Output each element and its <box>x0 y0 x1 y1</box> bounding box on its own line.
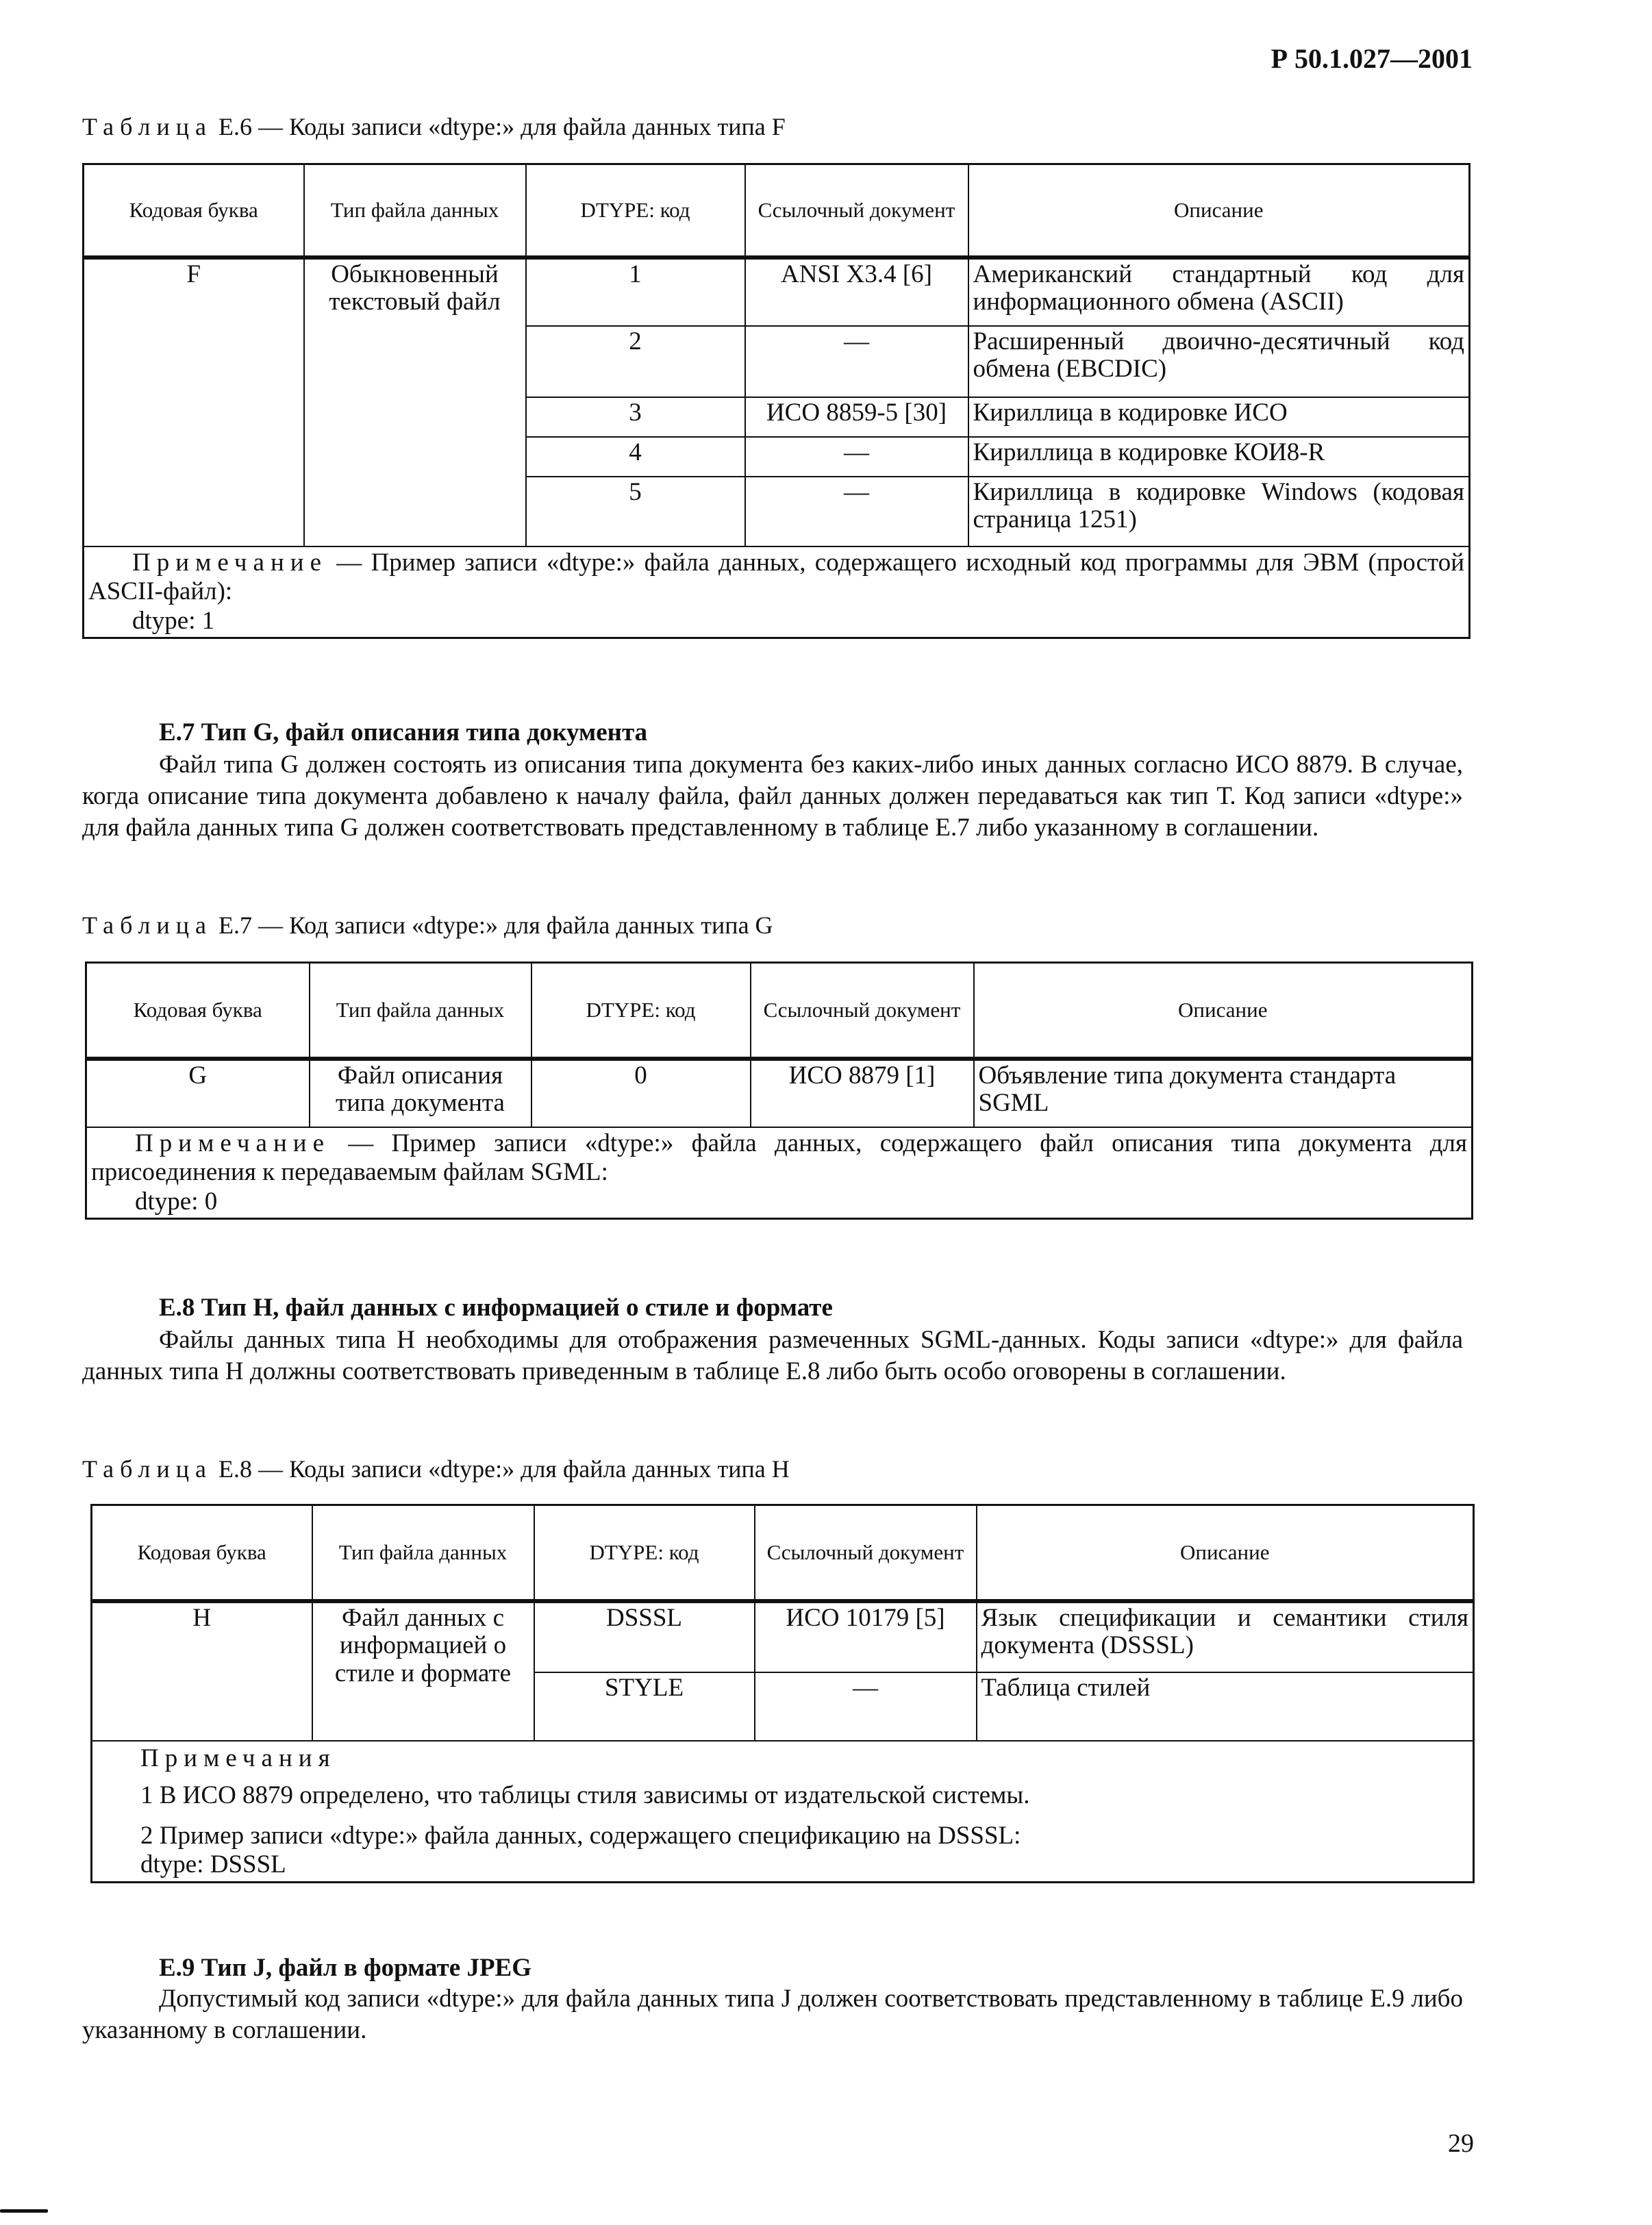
table-e7 <box>85 961 1473 1220</box>
table-e7-caption <box>82 911 773 940</box>
caption-prefix: Таблица <box>82 1455 212 1483</box>
table-e6 <box>82 163 1470 639</box>
header-description: Описание <box>974 963 1473 1059</box>
description-cell: Кириллица в кодировке ИСО <box>968 397 1470 437</box>
table-row <box>92 1601 1474 1672</box>
note-paragraph <box>88 549 1464 607</box>
caption-text: Е.7 — Код записи «dtype:» для файла данных типа G <box>218 912 773 939</box>
header-file-type: Тип файла данных <box>304 164 526 257</box>
caption-prefix: Таблица <box>82 113 212 140</box>
table-note <box>86 1127 1473 1219</box>
header-file-type: Тип файла данных <box>310 963 531 1059</box>
description-cell: Кириллица в кодировке КОИ8-R <box>968 437 1470 477</box>
note-2-example: dtype: DSSSL <box>140 1850 286 1879</box>
dtype-code-cell: DSSSL <box>534 1601 755 1672</box>
table-note-row <box>92 1741 1474 1883</box>
paragraph: Файлы данных типа Н необходимы для отображения размеченных SGML-данных. Коды записи «dtype:» для файла данных типа Н должны соответствовать приведенным в таблице Е.8 либо быть особо оговорены в соглашении. <box>82 1326 1463 1385</box>
code-letter-cell: G <box>86 1059 310 1127</box>
file-type-cell: Файл данных с информацией о стиле и формате <box>312 1601 534 1741</box>
table-notes <box>92 1741 1474 1883</box>
table-header-row <box>86 963 1473 1059</box>
code-letter-cell: Н <box>92 1601 312 1741</box>
header-description: Описание <box>977 1505 1474 1601</box>
dtype-code-cell: 0 <box>531 1059 751 1127</box>
section-e8-heading: Е.8 Тип Н, файл данных с информацией о стиле и формате <box>159 1294 833 1322</box>
section-e8-text <box>82 1324 1463 1387</box>
note-example: dtype: 0 <box>135 1187 218 1216</box>
paragraph: Файл типа G должен состоять из описания типа документа без каких-либо иных данных согласно ИСО 8879. В случае, когда описание типа документа добавлено к началу файла, файл данных должен передаваться как тип Т. Код записи «dtype:» для файла данных типа G должен соответствовать представленному в таблице Е.7 либо указанному в соглашении. <box>82 751 1463 842</box>
code-letter-cell: F <box>84 257 304 546</box>
header-code-letter: Кодовая буква <box>86 963 310 1059</box>
note-paragraph <box>91 1129 1467 1187</box>
section-e7-text <box>82 749 1463 844</box>
table-row <box>86 1059 1473 1127</box>
reference-cell: — <box>745 437 968 477</box>
section-e7-heading: Е.7 Тип G, файл описания типа документа <box>159 718 648 746</box>
note-label: Примечание <box>132 548 327 577</box>
table-e8 <box>90 1504 1475 1883</box>
paragraph: Допустимый код записи «dtype:» для файла данных типа J должен соответствовать представленному в таблице Е.9 либо указанному в соглашении. <box>82 1985 1463 2044</box>
table-header-row <box>92 1505 1474 1601</box>
scan-edge-mark <box>0 2209 48 2213</box>
header-file-type: Тип файла данных <box>312 1505 534 1601</box>
description-cell: Расширенный двоично-десятичный код обмена (EBCDIC) <box>968 326 1470 397</box>
note-1: 1 В ИСО 8879 определено, что таблицы стиля зависимы от издательской системы. <box>140 1781 1030 1810</box>
table-note-row <box>86 1127 1473 1219</box>
document-code: Р 50.1.027—2001 <box>1271 43 1473 74</box>
note-text: — Пример записи «dtype:» файла данных, содержащего файл описания типа документа для присоединения к передаваемым файлам SGML: <box>91 1129 1467 1187</box>
description-cell: Таблица стилей <box>977 1672 1474 1741</box>
header-code-letter: Кодовая буква <box>84 164 304 257</box>
reference-cell: — <box>755 1672 977 1741</box>
header-dtype-code: DTYPE: код <box>526 164 745 257</box>
description-cell: Объявление типа документа стандарта SGML <box>974 1059 1473 1127</box>
description-cell: Американский стандартный код для информационного обмена (ASCII) <box>968 257 1470 326</box>
header-dtype-code: DTYPE: код <box>531 963 751 1059</box>
reference-cell: ИСО 8859-5 [30] <box>745 397 968 437</box>
description-cell: Кириллица в кодировке Windows (кодовая страница 1251) <box>968 477 1470 546</box>
header-reference: Ссылочный документ <box>745 164 968 257</box>
reference-cell: ИСО 10179 [5] <box>755 1601 977 1672</box>
note-label: Примечание <box>135 1129 330 1157</box>
section-e9-heading: Е.9 Тип J, файл в формате JPEG <box>159 1954 531 1982</box>
section-e9-text <box>82 1983 1463 2046</box>
dtype-code-cell: 1 <box>526 257 745 326</box>
header-reference: Ссылочный документ <box>751 963 974 1059</box>
file-type-cell: Обыкновенный текстовый файл <box>304 257 526 546</box>
dtype-code-cell: STYLE <box>534 1672 755 1741</box>
page-number: 29 <box>1448 2129 1474 2158</box>
table-note <box>84 546 1470 638</box>
caption-text: Е.6 — Коды записи «dtype:» для файла данных типа F <box>218 113 786 140</box>
note-example: dtype: 1 <box>132 606 215 635</box>
table-e6-caption <box>82 112 786 141</box>
header-reference: Ссылочный документ <box>755 1505 977 1601</box>
dtype-code-cell: 3 <box>526 397 745 437</box>
reference-cell: ИСО 8879 [1] <box>751 1059 974 1127</box>
dtype-code-cell: 2 <box>526 326 745 397</box>
note-2: 2 Пример записи «dtype:» файла данных, содержащего спецификацию на DSSSL: <box>140 1821 1021 1850</box>
notes-label: Примечания <box>140 1744 336 1772</box>
caption-prefix: Таблица <box>82 912 212 939</box>
table-header-row <box>84 164 1470 257</box>
reference-cell: — <box>745 477 968 546</box>
header-dtype-code: DTYPE: код <box>534 1505 755 1601</box>
header-description: Описание <box>968 164 1470 257</box>
note-text: — Пример записи «dtype:» файла данных, содержащего исходный код программы для ЭВМ (простой ASCII-файл): <box>88 548 1465 606</box>
file-type-cell: Файл описания типа документа <box>310 1059 531 1127</box>
description-cell: Язык спецификации и семантики стиля документа (DSSSL) <box>977 1601 1474 1672</box>
table-e8-caption <box>82 1455 790 1483</box>
caption-text: Е.8 — Коды записи «dtype:» для файла данных типа Н <box>218 1455 790 1483</box>
reference-cell: ANSI X3.4 [6] <box>745 257 968 326</box>
table-note-row <box>84 546 1470 638</box>
reference-cell: — <box>745 326 968 397</box>
table-row <box>84 257 1470 326</box>
dtype-code-cell: 4 <box>526 437 745 477</box>
dtype-code-cell: 5 <box>526 477 745 546</box>
header-code-letter: Кодовая буква <box>92 1505 312 1601</box>
